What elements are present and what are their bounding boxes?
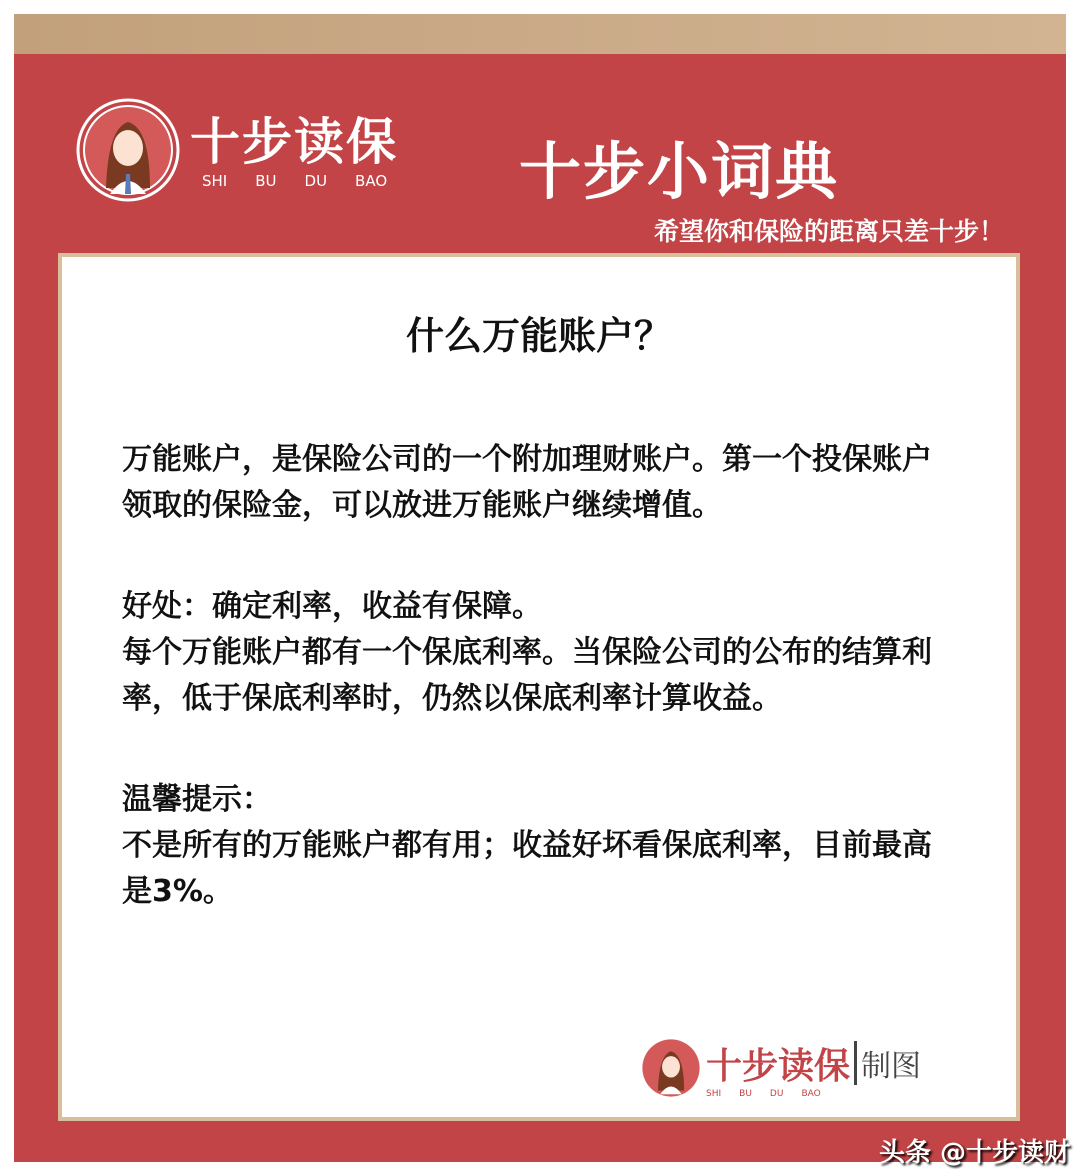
poster xyxy=(14,14,1066,1162)
content-card xyxy=(58,253,1020,1121)
pinyin: DU xyxy=(304,172,328,190)
pinyin: BU xyxy=(739,1088,752,1099)
footer-logo xyxy=(640,1037,921,1099)
pinyin: BAO xyxy=(355,172,388,190)
pinyin: DU xyxy=(769,1088,784,1099)
tip-heading: 温馨提示： xyxy=(122,782,272,817)
slogan: 希望你和保险的距离只差十步！ xyxy=(653,217,1004,246)
brand-name: 十步读保 xyxy=(190,113,398,171)
footer-brand: 十步读保 xyxy=(706,1045,851,1087)
question-heading: 什么万能账户？ xyxy=(405,314,672,358)
page-title: 十步小词典 xyxy=(519,135,840,208)
tip-text: 不是所有的万能账户都有用；收益好坏看保底利率，目前最高是3%。 xyxy=(122,828,932,909)
pinyin: SHI xyxy=(706,1088,722,1099)
benefit-text: 每个万能账户都有一个保底利率。当保险公司的公布的结算利率，低于保底利率时，仍然以保底利率计算收益。 xyxy=(122,635,932,716)
definition-text: 万能账户，是保险公司的一个附加理财账户。第一个投保账户领取的保险金，可以放进万能账户继续增值。 xyxy=(122,442,932,523)
brand-logo xyxy=(190,114,398,190)
avatar-logo-icon xyxy=(76,98,180,202)
avatar-logo-icon xyxy=(640,1037,702,1099)
pinyin: SHI xyxy=(202,172,228,190)
benefit-heading: 好处：确定利率，收益有保障。 xyxy=(122,589,542,624)
top-band xyxy=(14,14,1066,54)
pinyin: BU xyxy=(255,172,277,190)
watermark: 头条 @十步读财 xyxy=(878,1138,1070,1168)
pinyin: BAO xyxy=(801,1088,821,1099)
footer-mark: 制图 xyxy=(854,1041,921,1085)
